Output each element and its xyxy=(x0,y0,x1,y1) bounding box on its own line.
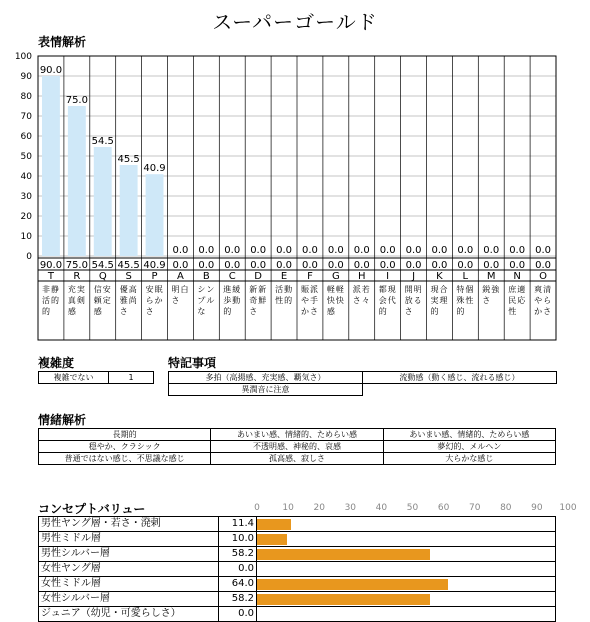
value-cell: 54.5 xyxy=(91,260,114,271)
y-tick-label: 90 xyxy=(20,72,32,82)
description-glyph: 会 xyxy=(378,296,387,305)
description-glyph: 現 xyxy=(387,285,396,294)
description-glyph: さ xyxy=(543,307,552,316)
category-label: E xyxy=(280,271,288,282)
description-glyph: 々 xyxy=(361,296,370,305)
y-tick-label: 20 xyxy=(20,212,32,222)
complexity-table xyxy=(38,371,154,384)
value-cell: 90.0 xyxy=(39,260,63,271)
description-glyph: さ xyxy=(352,296,361,305)
description-glyph: 的 xyxy=(51,296,59,305)
concept-label: ジュニア（幼児・可愛らしさ） xyxy=(39,607,219,622)
description-glyph: 剣 xyxy=(76,296,85,305)
description-glyph: 高 xyxy=(128,285,137,294)
value-cell: 0.0 xyxy=(535,260,552,271)
description-glyph: 充 xyxy=(67,285,76,294)
description-glyph: 的 xyxy=(456,307,465,316)
page-title: スーパーゴールド xyxy=(212,10,378,34)
description-glyph: 快 xyxy=(335,296,344,305)
axis-tick-label: 70 xyxy=(468,503,481,513)
description-glyph: 鋭 xyxy=(482,285,491,294)
description-glyph: 感 xyxy=(93,307,102,316)
y-tick-label: 10 xyxy=(20,232,32,242)
bar-value-label: 0.0 xyxy=(405,245,422,256)
concept-label: 男性ミドル層 xyxy=(39,532,219,547)
description-glyph: さ xyxy=(404,307,413,316)
description-glyph: 歩 xyxy=(223,296,232,305)
bar-value-label: 0.0 xyxy=(250,245,267,256)
description-glyph: さ xyxy=(119,307,128,316)
description-glyph: 新 xyxy=(258,285,267,294)
value-cell: 0.0 xyxy=(198,260,215,271)
description-glyph: 的 xyxy=(284,296,293,305)
category-label: M xyxy=(486,271,496,282)
concept-bar xyxy=(257,594,430,605)
description-glyph: 頼 xyxy=(93,296,102,305)
value-cell: 0.0 xyxy=(457,260,474,271)
category-label: K xyxy=(436,271,443,282)
bar-value-label: 0.0 xyxy=(509,245,526,256)
notes-cell: 異潤音に注意 xyxy=(169,384,363,396)
concept-bar xyxy=(257,579,448,590)
category-label: P xyxy=(151,271,158,282)
bar xyxy=(94,147,112,256)
bar-value-label: 0.0 xyxy=(327,245,344,256)
bar-value-label: 45.5 xyxy=(117,154,140,165)
value-cell: 0.0 xyxy=(327,260,344,271)
description-glyph: 理 xyxy=(439,296,448,305)
axis-tick-label: 50 xyxy=(406,503,419,513)
description-glyph: 賑 xyxy=(301,285,309,294)
category-label: Q xyxy=(98,271,107,282)
value-cell: 0.0 xyxy=(483,260,500,271)
emotion-heading: 情緒解析 xyxy=(38,413,87,427)
description-glyph: か xyxy=(534,307,543,316)
concept-value: 0.0 xyxy=(219,607,257,622)
category-label: F xyxy=(307,271,313,282)
emotion-cell: 長期的 xyxy=(39,429,211,441)
description-glyph: 活 xyxy=(42,296,50,305)
value-cell: 0.0 xyxy=(379,260,396,271)
description-glyph: 定 xyxy=(102,296,111,305)
table-row xyxy=(39,607,556,622)
description-glyph: 性 xyxy=(275,296,284,305)
axis-tick-label: 90 xyxy=(531,503,543,513)
description-glyph: 都 xyxy=(378,285,387,294)
value-cell: 0.0 xyxy=(172,260,189,271)
y-tick-label: 0 xyxy=(26,252,32,262)
value-cell: 0.0 xyxy=(276,260,293,271)
emotion-table xyxy=(38,428,556,465)
description-glyph: 派 xyxy=(352,285,361,294)
value-cell: 0.0 xyxy=(353,260,370,271)
description-glyph: 白 xyxy=(180,285,189,294)
concept-heading: コンセプトバリュー xyxy=(38,502,146,516)
description-glyph: 安 xyxy=(102,285,111,294)
value-cell: 45.5 xyxy=(117,260,140,271)
bar xyxy=(68,106,86,256)
category-label: A xyxy=(177,271,184,282)
description-glyph: ら xyxy=(145,296,154,305)
value-cell: 0.0 xyxy=(224,260,241,271)
table-row xyxy=(39,517,556,532)
description-glyph: 動 xyxy=(232,296,241,305)
concept-table xyxy=(38,516,556,622)
category-label: S xyxy=(125,271,132,282)
concept-value: 0.0 xyxy=(219,562,257,577)
axis-tick-label: 0 xyxy=(254,503,260,513)
emotion-cell: 穏やか、クラシック xyxy=(39,441,211,453)
axis-tick-label: 10 xyxy=(282,503,294,513)
axis-tick-label: 30 xyxy=(344,503,357,513)
bar-value-label: 0.0 xyxy=(172,245,189,256)
bar-value-label: 0.0 xyxy=(224,245,241,256)
table-row xyxy=(39,577,556,592)
description-glyph: 代 xyxy=(387,296,396,305)
description-glyph: 快 xyxy=(326,296,335,305)
category-label: O xyxy=(539,271,547,282)
bar-value-label: 0.0 xyxy=(379,245,396,256)
emotion-cell: あいまい感、情緒的、ためらい感 xyxy=(211,429,383,441)
axis-tick-label: 80 xyxy=(500,503,512,513)
description-glyph: 個 xyxy=(465,285,474,294)
concept-label: 男性シルバー層 xyxy=(39,547,219,562)
analysis-heading: 表情解析 xyxy=(38,35,87,49)
description-glyph: 殊 xyxy=(456,296,465,305)
table-row xyxy=(39,453,556,465)
description-glyph: か xyxy=(154,296,163,305)
table-row xyxy=(39,592,556,607)
bar xyxy=(42,76,60,256)
description-glyph: ル xyxy=(206,296,215,305)
description-glyph: 性 xyxy=(508,307,517,316)
value-cell: 0.0 xyxy=(301,260,318,271)
concept-value: 64.0 xyxy=(219,577,257,592)
concept-value: 11.4 xyxy=(219,517,257,532)
bar-value-label: 0.0 xyxy=(276,245,293,256)
value-cell: 0.0 xyxy=(509,260,526,271)
bar-value-label: 54.5 xyxy=(91,136,114,147)
expression-chart xyxy=(0,48,590,348)
concept-label: 女性シルバー層 xyxy=(39,592,219,607)
concept-axis xyxy=(250,498,580,516)
description-glyph: 雅 xyxy=(119,296,128,305)
bar-value-label: 40.9 xyxy=(143,163,166,175)
y-tick-label: 70 xyxy=(20,112,32,122)
concept-bar xyxy=(257,534,287,545)
description-glyph: 明 xyxy=(413,285,422,294)
emotion-cell: 不透明感、神秘的、哀感 xyxy=(211,441,383,453)
description-glyph: 眠 xyxy=(154,285,163,294)
description-glyph: 動 xyxy=(284,285,293,294)
concept-label: 男性ヤング層・若さ・溌剌 xyxy=(39,517,219,532)
description-glyph: 民 xyxy=(508,296,517,305)
description-glyph: 手 xyxy=(310,296,318,305)
value-cell: 75.0 xyxy=(65,260,88,271)
description-glyph: さ xyxy=(310,307,318,316)
y-tick-label: 60 xyxy=(20,132,32,142)
notes-heading: 特記事項 xyxy=(168,356,217,370)
description-glyph: 軽 xyxy=(335,285,344,294)
concept-label: 女性ヤング層 xyxy=(39,562,219,577)
concept-bar xyxy=(257,549,430,560)
description-glyph: プ xyxy=(197,296,206,305)
bar-value-label: 0.0 xyxy=(483,245,500,256)
description-glyph: 尚 xyxy=(128,296,137,305)
y-tick-label: 100 xyxy=(14,52,32,62)
category-label: R xyxy=(73,271,81,282)
category-label: T xyxy=(47,271,55,282)
axis-tick-label: 20 xyxy=(313,503,325,513)
description-glyph: 明 xyxy=(171,285,180,294)
description-glyph: 新 xyxy=(249,285,258,294)
bar-value-label: 0.0 xyxy=(535,245,552,256)
description-glyph: 爽 xyxy=(534,285,543,294)
description-glyph: さ xyxy=(171,296,180,305)
axis-tick-label: 100 xyxy=(559,503,577,513)
table-row xyxy=(39,532,556,547)
concept-bar-cell xyxy=(257,562,556,577)
description-glyph: 性 xyxy=(465,296,474,305)
description-glyph: 庶 xyxy=(508,285,517,294)
category-label: N xyxy=(513,271,521,282)
description-glyph: 開 xyxy=(404,285,413,294)
bar xyxy=(146,174,164,256)
category-label: B xyxy=(202,271,210,282)
description-glyph: 的 xyxy=(378,307,387,316)
concept-value: 58.2 xyxy=(219,547,257,562)
bar xyxy=(120,165,138,256)
bar-value-label: 0.0 xyxy=(301,245,318,256)
notes-cell: 多拍（高揚感、充実感、覇気さ） xyxy=(169,372,363,384)
notes-table xyxy=(168,371,557,396)
description-glyph: 的 xyxy=(223,307,232,316)
description-glyph: ン xyxy=(206,285,215,294)
bar-value-label: 0.0 xyxy=(431,245,448,256)
emotion-cell: 夢幻的、メルヘン xyxy=(383,441,555,453)
table-row xyxy=(39,547,556,562)
y-tick-label: 40 xyxy=(20,172,32,182)
description-glyph: さ xyxy=(249,307,258,316)
emotion-cell: あいまい感、情緒的、ためらい感 xyxy=(383,429,555,441)
value-cell: 0.0 xyxy=(405,260,422,271)
value-cell: 40.9 xyxy=(143,260,166,271)
description-glyph: ら xyxy=(543,296,552,305)
description-glyph: 感 xyxy=(67,307,76,316)
concept-label: 女性ミドル層 xyxy=(39,577,219,592)
emotion-cell: 普通ではない感じ、不思議な感じ xyxy=(39,453,211,465)
concept-bar-cell xyxy=(257,577,556,592)
category-label: L xyxy=(462,271,469,282)
description-glyph: 進 xyxy=(223,285,232,294)
description-glyph: か xyxy=(301,307,309,316)
description-glyph: 的 xyxy=(430,307,439,316)
description-glyph: 放 xyxy=(404,296,413,305)
description-glyph: 信 xyxy=(93,285,102,294)
description-glyph: 的 xyxy=(42,307,50,316)
description-glyph: 奇 xyxy=(249,296,258,305)
description-glyph: 適 xyxy=(517,285,526,294)
description-glyph: 感 xyxy=(326,307,335,316)
description-glyph: 若 xyxy=(361,285,370,294)
concept-bar-cell xyxy=(257,607,556,622)
description-glyph: 現 xyxy=(430,285,439,294)
category-label: I xyxy=(386,271,390,282)
description-glyph: 活 xyxy=(275,285,284,294)
value-cell: 0.0 xyxy=(250,260,267,271)
value-cell: 0.0 xyxy=(431,260,448,271)
description-glyph: や xyxy=(301,296,309,305)
table-row xyxy=(39,441,556,453)
description-glyph: 非 xyxy=(42,285,50,294)
concept-value: 10.0 xyxy=(219,532,257,547)
description-glyph: 合 xyxy=(439,285,448,294)
concept-bar-cell xyxy=(257,532,556,547)
table-row xyxy=(39,429,556,441)
description-glyph: さ xyxy=(482,296,491,305)
y-tick-label: 80 xyxy=(20,92,32,102)
description-glyph: 応 xyxy=(517,296,526,305)
y-tick-label: 30 xyxy=(20,192,32,202)
bar-value-label: 75.0 xyxy=(65,95,88,106)
description-glyph: 安 xyxy=(145,285,154,294)
concept-value: 58.2 xyxy=(219,592,257,607)
description-glyph: 真 xyxy=(67,296,76,305)
description-glyph: 派 xyxy=(310,285,318,294)
description-glyph: 優 xyxy=(119,285,128,294)
description-glyph: 緩 xyxy=(232,285,241,294)
bar-value-label: 90.0 xyxy=(39,65,63,76)
description-glyph: な xyxy=(197,307,206,316)
complexity-value: 1 xyxy=(109,372,154,384)
concept-bar-cell xyxy=(257,517,556,532)
description-glyph: 特 xyxy=(456,285,465,294)
description-glyph: る xyxy=(413,296,422,305)
description-glyph: 強 xyxy=(491,285,500,294)
emotion-cell: 大らかな感じ xyxy=(383,453,555,465)
concept-bar-cell xyxy=(257,592,556,607)
y-tick-label: 50 xyxy=(20,152,32,162)
axis-tick-label: 60 xyxy=(437,503,450,513)
description-glyph: 静 xyxy=(51,285,59,294)
axis-tick-label: 40 xyxy=(375,503,388,513)
description-glyph: 実 xyxy=(430,296,439,305)
category-label: C xyxy=(228,271,236,282)
category-label: G xyxy=(331,271,340,282)
complexity-label: 複雑でない xyxy=(39,372,109,384)
description-glyph: 軽 xyxy=(326,285,335,294)
description-glyph: 鮮 xyxy=(258,296,267,305)
category-label: J xyxy=(412,271,416,282)
description-glyph: さ xyxy=(145,307,154,316)
concept-bar-cell xyxy=(257,547,556,562)
description-glyph: 実 xyxy=(76,285,85,294)
concept-bar xyxy=(257,519,291,530)
table-row xyxy=(39,562,556,577)
bar-value-label: 0.0 xyxy=(457,245,474,256)
description-glyph: シ xyxy=(197,285,206,294)
complexity-heading: 複雑度 xyxy=(38,356,75,370)
category-label: D xyxy=(254,271,263,282)
description-glyph: 清 xyxy=(543,285,552,294)
description-glyph: や xyxy=(534,296,543,305)
bar-value-label: 0.0 xyxy=(198,245,215,256)
bar-value-label: 0.0 xyxy=(353,245,370,256)
notes-cell: 流動感（動く感じ、流れる感じ） xyxy=(363,372,557,384)
emotion-cell: 孤高感、寂しさ xyxy=(211,453,383,465)
category-label: H xyxy=(357,271,366,282)
